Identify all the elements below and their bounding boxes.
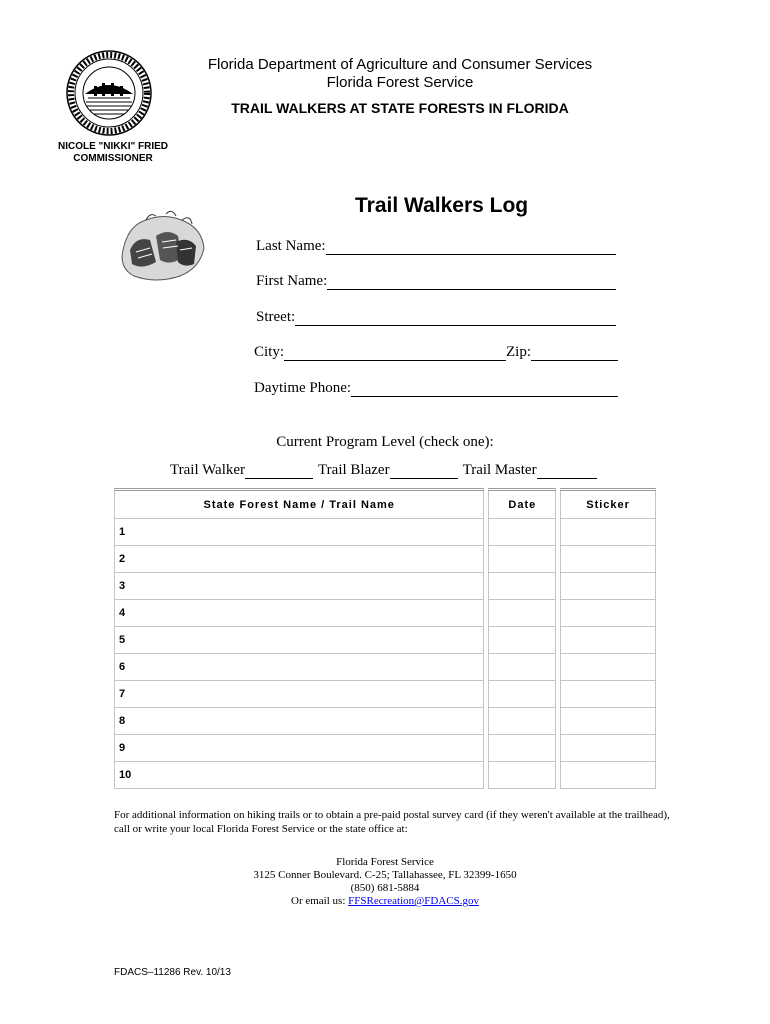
date-cell[interactable] — [489, 519, 556, 546]
sticker-cell[interactable] — [561, 708, 656, 735]
last-name-line[interactable] — [326, 240, 616, 255]
sticker-cell[interactable] — [561, 600, 656, 627]
level-trail-blazer-line[interactable] — [390, 464, 458, 479]
header-date: Date — [489, 490, 556, 519]
last-name-label: Last Name: — [256, 238, 326, 254]
date-cell[interactable] — [489, 546, 556, 573]
row-number[interactable]: 7 — [115, 681, 484, 708]
sticker-cell[interactable] — [561, 627, 656, 654]
table-header-row — [115, 490, 656, 519]
row-number[interactable]: 6 — [115, 654, 484, 681]
agency-name: Florida Department of Agriculture and Consumer Services — [207, 56, 593, 73]
city-line[interactable] — [284, 346, 506, 361]
sticker-cell[interactable] — [561, 546, 656, 573]
phone-label: Daytime Phone: — [254, 380, 352, 396]
row-number[interactable]: 9 — [115, 735, 484, 762]
city-zip-field[interactable] — [254, 344, 618, 361]
table-row — [115, 519, 656, 546]
date-cell[interactable] — [489, 762, 556, 789]
date-cell[interactable] — [489, 573, 556, 600]
row-number[interactable]: 10 — [115, 762, 484, 789]
table-row — [115, 654, 656, 681]
street-label: Street: — [256, 309, 296, 325]
row-number[interactable]: 8 — [115, 708, 484, 735]
table-row — [115, 762, 656, 789]
phone-field[interactable] — [254, 380, 618, 397]
sticker-cell[interactable] — [561, 654, 656, 681]
date-cell[interactable] — [489, 681, 556, 708]
street-line[interactable] — [295, 311, 616, 326]
row-number[interactable]: 3 — [115, 573, 484, 600]
additional-info-text: For additional information on hiking trails or to obtain a pre-paid postal survey card (if they weren't available at the trailhead), call or write your local Florida Forest Service or the state office at: — [114, 809, 670, 835]
agency-division: Florida Forest Service — [326, 74, 474, 91]
table-row — [115, 681, 656, 708]
header-sticker: Sticker — [561, 490, 656, 519]
first-name-label: First Name: — [256, 273, 328, 289]
table-row — [115, 735, 656, 762]
level-trail-blazer-label: Trail Blazer — [318, 462, 390, 478]
sticker-cell[interactable] — [561, 519, 656, 546]
row-number[interactable]: 5 — [115, 627, 484, 654]
level-trail-walker-label: Trail Walker — [170, 462, 246, 478]
page-heading: TRAIL WALKERS AT STATE FORESTS IN FLORIDA — [231, 100, 569, 116]
table-row — [115, 600, 656, 627]
row-number[interactable]: 1 — [115, 519, 484, 546]
city-label: City: — [254, 344, 285, 360]
last-name-field[interactable] — [256, 238, 616, 255]
row-number[interactable]: 4 — [115, 600, 484, 627]
level-trail-walker-line[interactable] — [245, 464, 313, 479]
email-prefix: Or email us: — [291, 895, 349, 907]
sticker-cell[interactable] — [561, 762, 656, 789]
commissioner-title: COMMISSIONER — [73, 153, 153, 164]
contact-organization: Florida Forest Service — [336, 856, 434, 868]
sticker-cell[interactable] — [561, 681, 656, 708]
zip-line[interactable] — [531, 346, 618, 361]
first-name-field[interactable] — [256, 273, 616, 290]
date-cell[interactable] — [489, 735, 556, 762]
program-level-options — [170, 462, 597, 479]
table-row — [115, 708, 656, 735]
table-row — [115, 627, 656, 654]
form-title: Trail Walkers Log — [355, 194, 529, 217]
email-link[interactable]: FFSRecreation@FDACS.gov — [348, 895, 479, 907]
level-trail-master-label: Trail Master — [462, 462, 537, 478]
table-row — [115, 546, 656, 573]
hiking-boots-illustration — [116, 206, 208, 286]
street-field[interactable] — [256, 309, 616, 326]
department-seal-logo — [66, 50, 152, 136]
contact-phone: (850) 681-5884 — [350, 882, 420, 894]
row-number[interactable]: 2 — [115, 546, 484, 573]
trail-log-table — [114, 488, 656, 789]
date-cell[interactable] — [489, 627, 556, 654]
header-forest-trail-name: State Forest Name / Trail Name — [115, 490, 484, 519]
phone-line[interactable] — [351, 382, 618, 397]
zip-label: Zip: — [506, 344, 532, 360]
program-level-heading: Current Program Level (check one): — [276, 434, 494, 450]
date-cell[interactable] — [489, 600, 556, 627]
date-cell[interactable] — [489, 654, 556, 681]
commissioner-name: NICOLE "NIKKI" FRIED — [57, 141, 169, 152]
level-trail-master-line[interactable] — [537, 464, 597, 479]
sticker-cell[interactable] — [561, 735, 656, 762]
sticker-cell[interactable] — [561, 573, 656, 600]
date-cell[interactable] — [489, 708, 556, 735]
form-number: FDACS–11286 Rev. 10/13 — [114, 967, 231, 978]
table-row — [115, 573, 656, 600]
first-name-line[interactable] — [327, 275, 616, 290]
contact-address: 3125 Conner Boulevard. C-25; Tallahassee, FL 32399-1650 — [253, 869, 517, 881]
contact-email-line — [170, 895, 600, 907]
